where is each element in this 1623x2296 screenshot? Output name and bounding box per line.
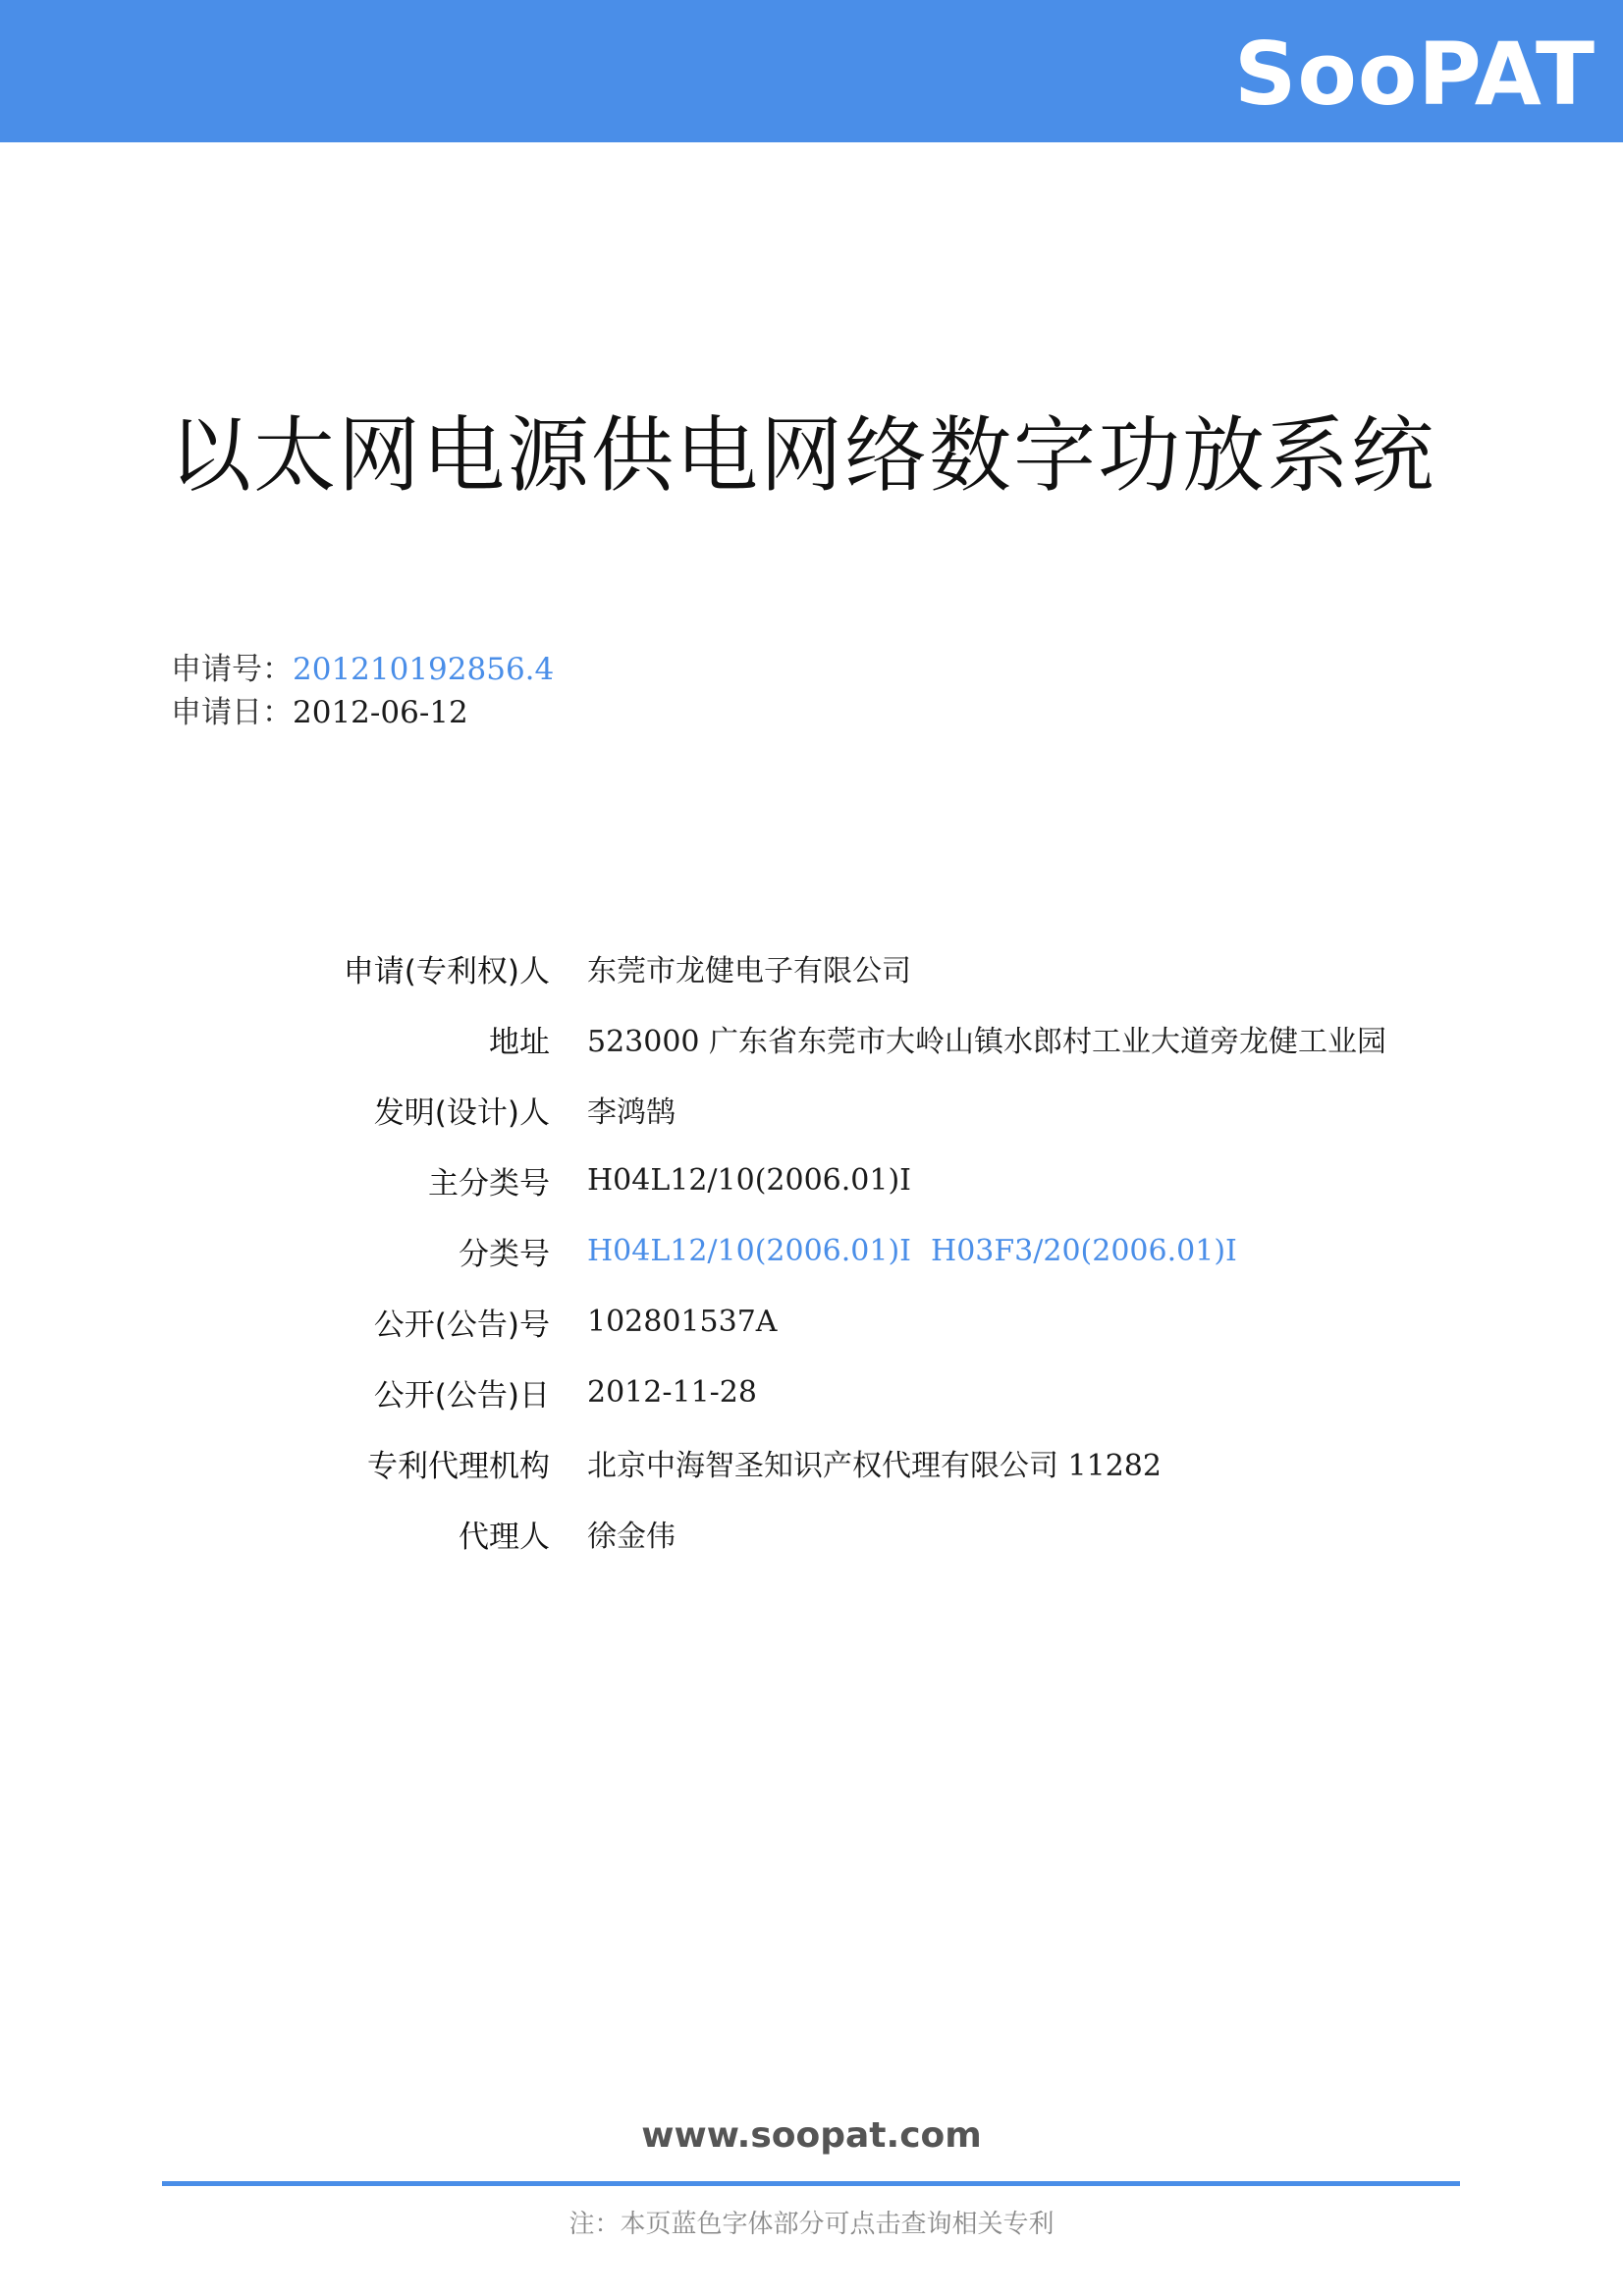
application-number-link[interactable]: 201210192856.4 xyxy=(293,652,555,687)
agency-link[interactable]: 北京中海智圣知识产权代理有限公司 11282 xyxy=(587,1449,1162,1483)
info-row-agency xyxy=(157,1427,1386,1498)
classes-values xyxy=(587,1234,1237,1268)
footer-note: 注：本页蓝色字体部分可点击查询相关专利 xyxy=(568,2210,1055,2239)
applicant-label: 申请(专利权)人 xyxy=(343,953,550,989)
application-date-label: 申请日： xyxy=(171,695,293,730)
info-row-inventor xyxy=(157,1074,1386,1145)
application-number-row xyxy=(171,648,554,691)
info-row-main-class xyxy=(157,1145,1386,1215)
application-date-value: 2012-06-12 xyxy=(293,695,468,730)
applicant-link[interactable]: 东莞市龙健电子有限公司 xyxy=(587,954,911,988)
footer-url-link[interactable]: www.soopat.com xyxy=(641,2115,982,2156)
publication-date-label: 公开(公告)日 xyxy=(373,1377,550,1414)
info-row-publication-date xyxy=(157,1357,1386,1427)
inventor-label: 发明(设计)人 xyxy=(373,1095,550,1131)
classes-label: 分类号 xyxy=(459,1236,550,1272)
application-number-label: 申请号： xyxy=(171,652,293,687)
soopat-logo[interactable]: SooPAT xyxy=(1233,24,1596,125)
info-row-classes xyxy=(157,1215,1386,1286)
patent-info-table xyxy=(157,933,1386,1569)
agent-link[interactable]: 徐金伟 xyxy=(587,1520,676,1554)
info-row-agent xyxy=(157,1498,1386,1569)
address-label: 地址 xyxy=(489,1024,550,1060)
info-row-address xyxy=(157,1003,1386,1074)
application-meta xyxy=(171,648,554,734)
application-date-row xyxy=(171,691,554,734)
class-link-1[interactable]: H04L12/10(2006.01)I xyxy=(587,1233,912,1268)
header-band xyxy=(0,0,1623,142)
publication-number-label: 公开(公告)号 xyxy=(373,1307,550,1343)
footer-divider xyxy=(162,2181,1460,2186)
agent-label: 代理人 xyxy=(459,1519,550,1555)
patent-title: 以太网电源供电网络数字功放系统 xyxy=(169,407,1436,504)
inventor-link[interactable]: 李鸿鹄 xyxy=(587,1095,676,1130)
class-link-2[interactable]: H03F3/20(2006.01)I xyxy=(931,1233,1237,1268)
publication-number-value: 102801537A xyxy=(587,1304,778,1339)
info-row-applicant xyxy=(157,933,1386,1003)
info-row-publication-number xyxy=(157,1286,1386,1357)
address-value: 523000 广东省东莞市大岭山镇水郎村工业大道旁龙健工业园 xyxy=(587,1025,1387,1059)
agency-label: 专利代理机构 xyxy=(367,1448,550,1484)
main-class-link[interactable]: H04L12/10(2006.01)I xyxy=(587,1162,912,1198)
publication-date-value: 2012-11-28 xyxy=(587,1374,757,1410)
main-class-label: 主分类号 xyxy=(428,1165,550,1201)
